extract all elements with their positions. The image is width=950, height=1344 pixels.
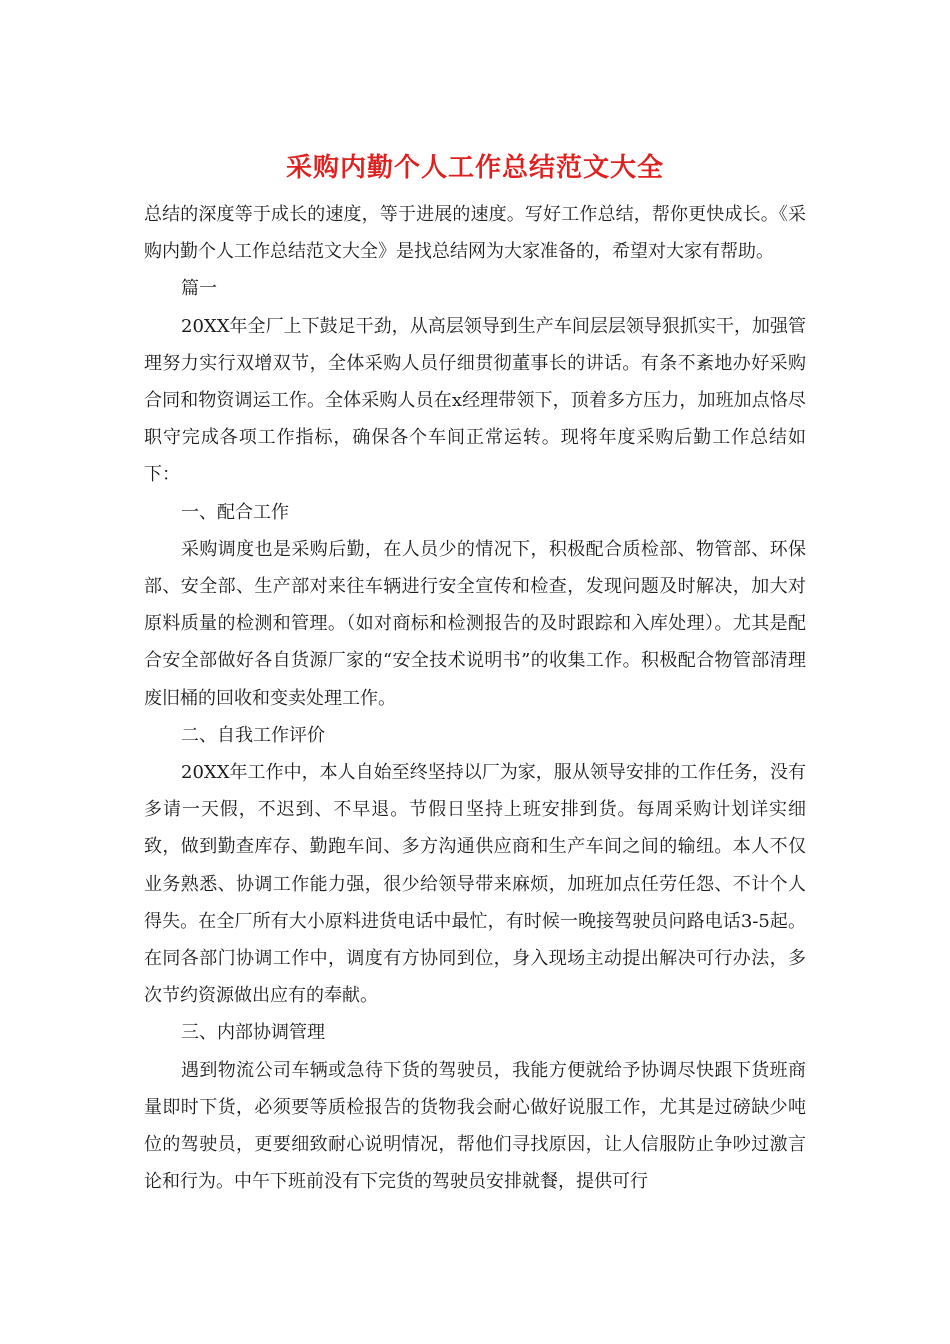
- section-heading-internal-coordination: 三、内部协调管理: [181, 1022, 325, 1044]
- paragraph-self-evaluation: 20XX年工作中，本人自始至终坚持以厂为家，服从领导安排的工作任务，没有多请一天假，不迟到、不早退。节假日坚持上班安排到货。每周采购计划详实细致，做到勤查库存、勤跑车间、多方沟通供应商和生产车间之间的输纽。本人不仅业务熟悉、协调工作能力强，很少给领导带来麻烦，加班加点任劳任怨、不计个人得失。在全厂所有大小原料进货电话中最忙，有时候一晚接驾驶员问路电话3-5起。在同各部门协调工作中，调度有方协同到位，身入现场主动提出解决可行办法，多次节约资源做出应有的奉献。: [144, 762, 806, 1007]
- paragraph-cooperation: 采购调度也是采购后勤，在人员少的情况下，积极配合质检部、物管部、环保部、安全部、生产部对来往车辆进行安全宣传和检查，发现问题及时解决，加大对原料质量的检测和管理。（如对商标和检测报告的及时跟踪和入库处理）。尤其是配合安全部做好各自货源厂家的“安全技术说明书”的收集工作。积极配合物管部清理废旧桶的回收和变卖处理工作。: [144, 538, 806, 709]
- document-body: [144, 196, 806, 1200]
- section-heading-self-evaluation: 二、自我工作评价: [181, 724, 325, 746]
- part-label: 篇一: [181, 278, 217, 300]
- section-heading-cooperation: 一、配合工作: [181, 501, 289, 523]
- paragraph-overview: 20XX年全厂上下鼓足干劲，从高层领导到生产车间层层领导狠抓实干，加强管理努力实行双增双节，全体采购人员仔细贯彻董事长的讲话。有条不紊地办好采购合同和物资调运工作。全体采购人员在x经理带领下，顶着多方压力，加班加点恪尽职守完成各项工作指标，确保各个车间正常运转。现将年度采购后勤工作总结如下：: [144, 315, 806, 486]
- intro-paragraph: 总结的深度等于成长的速度，等于进展的速度。写好工作总结，帮你更快成长。《采购内勤个人工作总结范文大全》是找总结网为大家准备的，希望对大家有帮助。: [144, 204, 806, 263]
- document-title: 采购内勤个人工作总结范文大全: [285, 153, 664, 183]
- paragraph-internal-coordination: 遇到物流公司车辆或急待下货的驾驶员，我能方便就给予协调尽快跟下货班商量即时下货，必须要等质检报告的货物我会耐心做好说服工作，尤其是过磅缺少吨位的驾驶员，更要细致耐心说明情况，帮他们寻找原因，让人信服防止争吵过激言论和行为。中午下班前没有下完货的驾驶员安排就餐，提供可行: [144, 1059, 806, 1193]
